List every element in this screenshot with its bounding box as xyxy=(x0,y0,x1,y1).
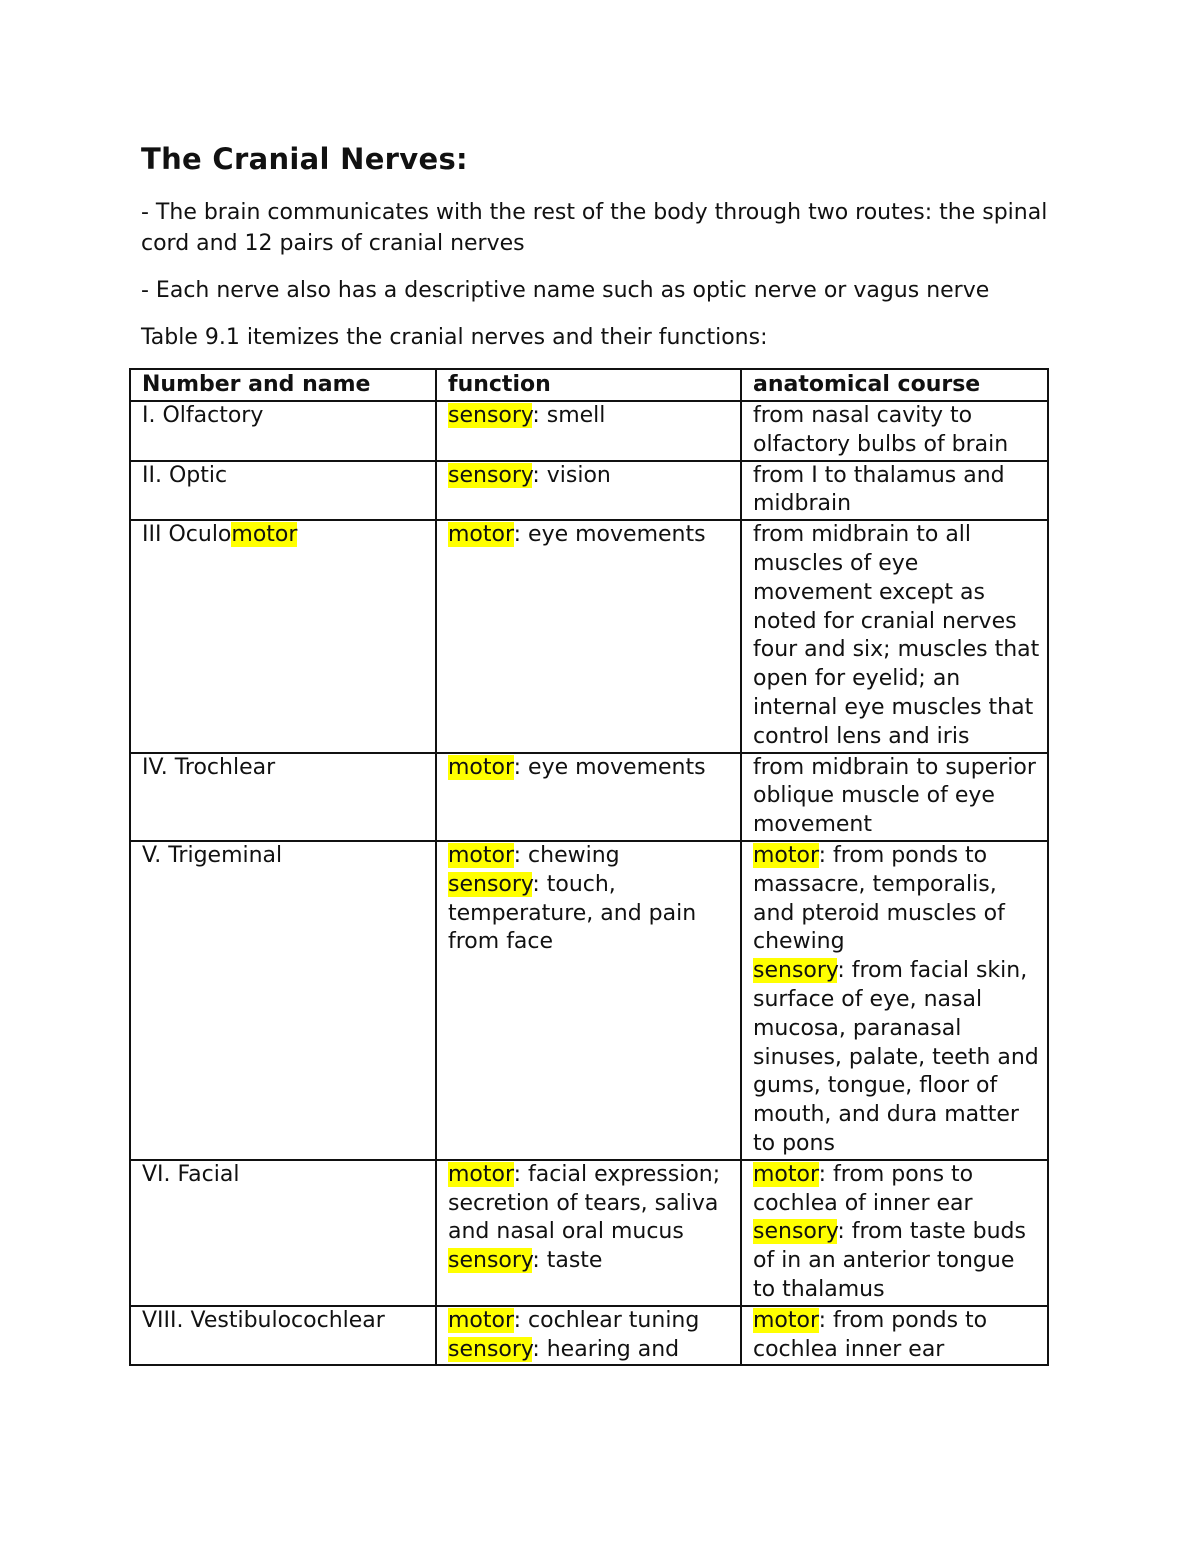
cranial-nerves-table xyxy=(129,368,1049,1366)
course-line xyxy=(753,1218,1041,1304)
course-line xyxy=(753,842,1041,957)
course-cell xyxy=(741,1160,1048,1306)
function-text: : eye movements xyxy=(513,522,706,548)
course-cell xyxy=(741,1306,1048,1366)
course-text: from midbrain to all muscles of eye movement except as noted for cranial nerves four and six; muscles that open for eyelid; an internal eye muscles that control lens and iris xyxy=(753,522,1040,749)
nerve-name: VI. Facial xyxy=(142,1161,240,1187)
table-row xyxy=(130,401,1048,461)
function-line xyxy=(448,1336,734,1365)
nerve-name: I. Olfactory xyxy=(142,403,264,428)
motor-tag: motor xyxy=(448,1307,514,1333)
course-text: from I to thalamus and midbrain xyxy=(753,462,1005,517)
course-text: : from ponds to cochlea inner ear xyxy=(753,1307,988,1362)
header-anatomical-course: anatomical course xyxy=(741,369,1048,401)
course-text: : from pons to cochlea of inner ear xyxy=(753,1161,974,1216)
function-line xyxy=(448,842,734,871)
function-text: : cochlear tuning xyxy=(513,1307,700,1333)
function-line xyxy=(448,1307,734,1336)
motor-tag: motor xyxy=(448,1161,514,1187)
sensory-tag: sensory xyxy=(448,871,533,897)
function-line xyxy=(448,871,734,957)
function-cell xyxy=(436,461,741,521)
function-cell xyxy=(436,1160,741,1306)
nerve-name: II. Optic xyxy=(142,462,228,488)
sensory-tag: sensory xyxy=(753,958,838,984)
table-intro-paragraph: Table 9.1 itemizes the cranial nerves and their functions: xyxy=(141,325,768,350)
sensory-tag: sensory xyxy=(753,1219,838,1245)
header-function: function xyxy=(436,369,741,401)
motor-highlight: motor xyxy=(231,522,298,548)
nerve-name-cell xyxy=(130,1306,436,1366)
course-text: from midbrain to superior oblique muscle of eye movement xyxy=(753,754,1036,838)
function-text: : vision xyxy=(532,462,611,488)
course-line xyxy=(753,1307,1041,1365)
course-cell xyxy=(741,753,1048,841)
sensory-tag: sensory xyxy=(448,1248,533,1274)
course-text: : from ponds to massacre, temporalis, and pteroid muscles of chewing xyxy=(753,842,1005,955)
function-cell xyxy=(436,841,741,1160)
nerve-name-cell xyxy=(130,841,436,1160)
course-text: : from facial skin, surface of eye, nasal mucosa, paranasal sinuses, palate, teeth and gums, tongue, floor of mouth, and dura matter to pons xyxy=(753,958,1039,1156)
function-cell xyxy=(436,1306,741,1366)
function-text: : taste xyxy=(532,1248,603,1274)
function-line xyxy=(448,1161,734,1247)
course-text: from nasal cavity to olfactory bulbs of brain xyxy=(753,403,1009,457)
header-number-and-name: Number and name xyxy=(130,369,436,401)
document-title: The Cranial Nerves: xyxy=(141,142,468,176)
table-header-row xyxy=(130,369,1048,401)
nerve-name-cell xyxy=(130,461,436,521)
sensory-tag: sensory xyxy=(448,1336,533,1362)
motor-tag: motor xyxy=(753,842,819,868)
nerve-name-cell xyxy=(130,1160,436,1306)
table-row xyxy=(130,520,1048,752)
function-text: : chewing xyxy=(513,842,620,868)
table-row xyxy=(130,753,1048,841)
course-cell xyxy=(741,520,1048,752)
sensory-tag: sensory xyxy=(448,403,533,428)
motor-tag: motor xyxy=(448,522,514,548)
table-row xyxy=(130,1306,1048,1366)
course-cell xyxy=(741,461,1048,521)
course-cell xyxy=(741,401,1048,461)
nerve-name-cell xyxy=(130,401,436,461)
descriptive-name-paragraph: - Each nerve also has a descriptive name such as optic nerve or vagus nerve xyxy=(141,278,990,303)
function-text: : facial expression; secretion of tears, saliva and nasal oral mucus xyxy=(448,1161,721,1245)
motor-tag: motor xyxy=(448,842,514,868)
sensory-tag: sensory xyxy=(448,462,533,488)
course-cell xyxy=(741,841,1048,1160)
motor-tag: motor xyxy=(448,754,514,780)
motor-tag: motor xyxy=(753,1161,819,1187)
course-line xyxy=(753,1161,1041,1219)
table-row xyxy=(130,1160,1048,1306)
table-row xyxy=(130,841,1048,1160)
course-line xyxy=(753,957,1041,1159)
function-text: : smell xyxy=(532,403,606,428)
table-row xyxy=(130,461,1048,521)
function-cell xyxy=(436,401,741,461)
nerve-name: IV. Trochlear xyxy=(142,754,276,780)
motor-tag: motor xyxy=(753,1307,819,1333)
function-cell xyxy=(436,520,741,752)
function-line xyxy=(448,1247,734,1276)
course-text: : from taste buds of in an anterior tongue to thalamus xyxy=(753,1219,1026,1302)
nerve-name: V. Trigeminal xyxy=(142,842,283,868)
function-cell xyxy=(436,753,741,841)
function-text: : touch, temperature, and pain from face xyxy=(448,871,697,955)
intro-paragraph: - The brain communicates with the rest of the body through two routes: the spinal cord and 12 pairs of cranial nerves xyxy=(141,200,1048,256)
nerve-name-cell xyxy=(130,753,436,841)
nerve-name-prefix: III Oculo xyxy=(142,522,232,548)
nerve-name-cell xyxy=(130,520,436,752)
function-text: : hearing and xyxy=(532,1336,680,1362)
nerve-name: VIII. Vestibulocochlear xyxy=(142,1307,385,1333)
function-text: : eye movements xyxy=(513,754,706,780)
